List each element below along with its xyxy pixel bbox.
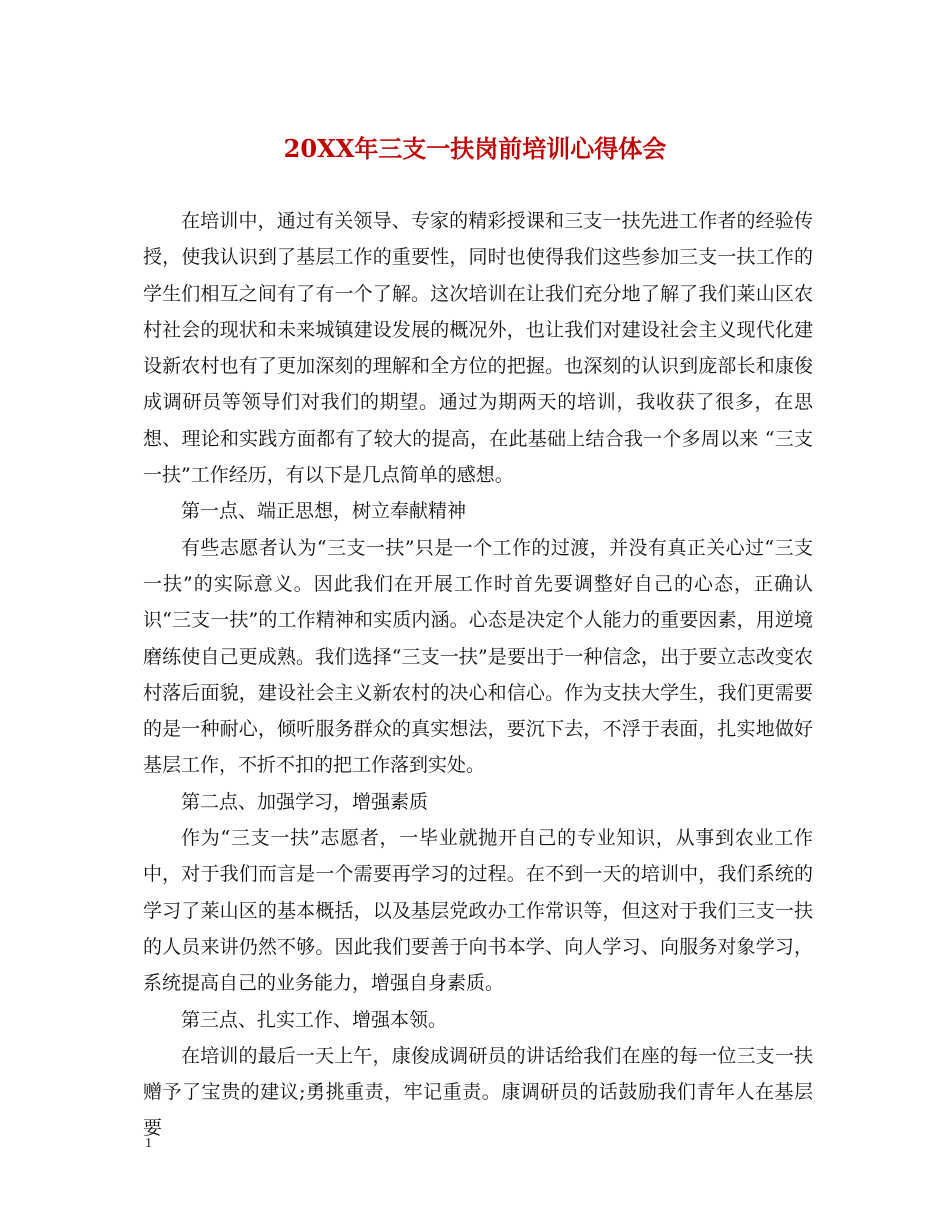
heading-point-three: 第三点、扎实工作、增强本领。 (181, 1008, 448, 1031)
page-number: 1 (145, 1136, 152, 1151)
paragraph-point-three: 在培训的最后一天上午，康俊成调研员的讲话给我们在座的每一位三支一扶赠予了宝贵的建议;勇挑重责，牢记重责。康调研员的话鼓励我们青年人在基层要 (143, 1044, 813, 1140)
document-body (143, 203, 813, 1147)
paragraph-intro: 在培训中，通过有关领导、专家的精彩授课和三支一扶先进工作者的经验传授，使我认识到了基层工作的重要性，同时也使得我们这些参加三支一扶工作的学生们相互之间有了有一个了解。这次培训在让我们充分地了解了我们莱山区农村社会的现状和未来城镇建设发展的概况外，也让我们对建设社会主义现代化建设新农村也有了更加深刻的理解和全方位的把握。也深刻的认识到庞部长和康俊成调研员等领导们对我们的期望。通过为期两天的培训，我收获了很多，在思想、理论和实践方面都有了较大的提高，在此基础上结合我一个多周以来 “三支一扶”工作经历，有以下是几点简单的感想。 (143, 210, 813, 487)
heading-point-two: 第二点、加强学习，增强素质 (181, 790, 429, 813)
heading-point-one: 第一点、端正思想，树立奉献精神 (181, 500, 467, 523)
document-title: 20XX年三支一扶岗前培训心得体会 (283, 134, 667, 163)
paragraph-point-two: 作为“三支一扶”志愿者，一毕业就抛开自己的专业知识，从事到农业工作中，对于我们而言是一个需要再学习的过程。在不到一天的培训中，我们系统的学习了莱山区的基本概括，以及基层党政办工作常识等，但这对于我们三支一扶的人员来讲仍然不够。因此我们要善于向书本学、向人学习、向服务对象学习，系统提高自己的业务能力，增强自身素质。 (143, 827, 813, 995)
paragraph-point-one: 有些志愿者认为“三支一扶”只是一个工作的过渡，并没有真正关心过“三支一扶”的实际意义。因此我们在开展工作时首先要调整好自己的心态，正确认识“三支一扶”的工作精神和实质内涵。心态是决定个人能力的重要因素，用逆境磨练使自己更成熟。我们选择“三支一扶”是要出于一种信念，出于要立志改变农村落后面貌，建设社会主义新农村的决心和信心。作为支扶大学生，我们更需要的是一种耐心，倾听服务群众的真实想法，要沉下去，不浮于表面，扎实地做好基层工作，不折不扣的把工作落到实处。 (143, 536, 813, 777)
